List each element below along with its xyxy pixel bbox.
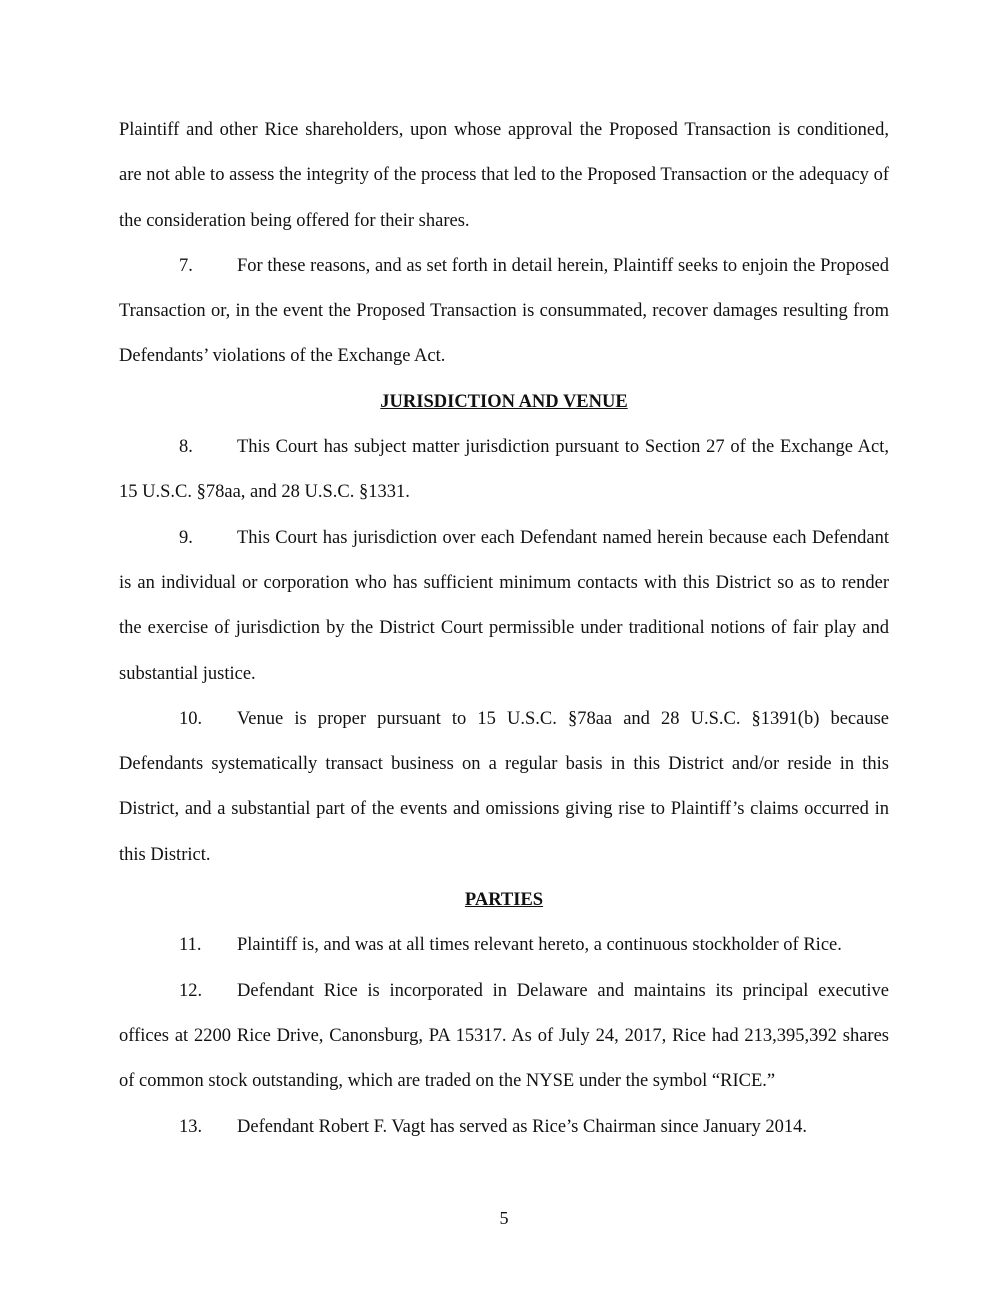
paragraph-text: For these reasons, and as set forth in detail herein, Plaintiff seeks to enjoin the Proposed Transaction or, in the event the Proposed Transaction is consummated, recover damages resulting from Defendants’ violations of the Exchange Act. <box>119 255 889 367</box>
paragraph-11 <box>119 923 889 968</box>
paragraph-9 <box>119 516 889 697</box>
paragraph-number: 12. <box>179 980 203 1001</box>
paragraph-number: 7. <box>179 255 193 276</box>
paragraph-text: Defendant Robert F. Vagt has served as Rice’s Chairman since January 2014. <box>237 1116 807 1137</box>
paragraph-6-continued: Plaintiff and other Rice shareholders, upon whose approval the Proposed Transaction is conditioned, are not able to assess the integrity of the process that led to the Proposed Transaction or the adequacy of the consideration being offered for their shares. <box>119 120 889 231</box>
paragraph-number: 9. <box>179 527 193 548</box>
paragraph-text: Defendant Rice is incorporated in Delaware and maintains its principal executive offices at 2200 Rice Drive, Canonsburg, PA 15317. As of July 24, 2017, Rice had 213,395,392 shares of common stock outstanding, which are traded on the NYSE under the symbol “RICE.” <box>119 980 889 1092</box>
paragraph-10 <box>119 697 889 878</box>
section-heading-jurisdiction: JURISDICTION AND VENUE <box>380 391 628 412</box>
page-number: 5 <box>499 1208 509 1228</box>
paragraph-7 <box>119 244 889 380</box>
paragraph-number: 10. <box>179 708 203 729</box>
paragraph-number: 13. <box>179 1116 203 1137</box>
paragraph-number: 8. <box>179 437 193 458</box>
paragraph-text: Plaintiff is, and was at all times relevant hereto, a continuous stockholder of Rice. <box>237 935 842 956</box>
paragraph-12 <box>119 969 889 1105</box>
paragraph-text: This Court has subject matter jurisdiction pursuant to Section 27 of the Exchange Act, 15 U.S.C. §78aa, and 28 U.S.C. §1331. <box>119 437 889 503</box>
document-page <box>119 108 889 1150</box>
section-heading-parties: PARTIES <box>464 890 544 911</box>
paragraph-text: This Court has jurisdiction over each Defendant named herein because each Defendant is an individual or corporation who has sufficient minimum contacts with this District so as to render the exercise of jurisdiction by the District Court permissible under traditional notions of fair play and substantial justice. <box>119 527 889 684</box>
paragraph-13 <box>119 1105 889 1150</box>
paragraph-text: Venue is proper pursuant to 15 U.S.C. §78aa and 28 U.S.C. §1391(b) because Defendants systematically transact business on a regular basis in this District and/or reside in this District, and a substantial part of the events and omissions giving rise to Plaintiff’s claims occurred in this District. <box>119 708 889 865</box>
paragraph-number: 11. <box>179 935 202 956</box>
paragraph-8 <box>119 425 889 516</box>
